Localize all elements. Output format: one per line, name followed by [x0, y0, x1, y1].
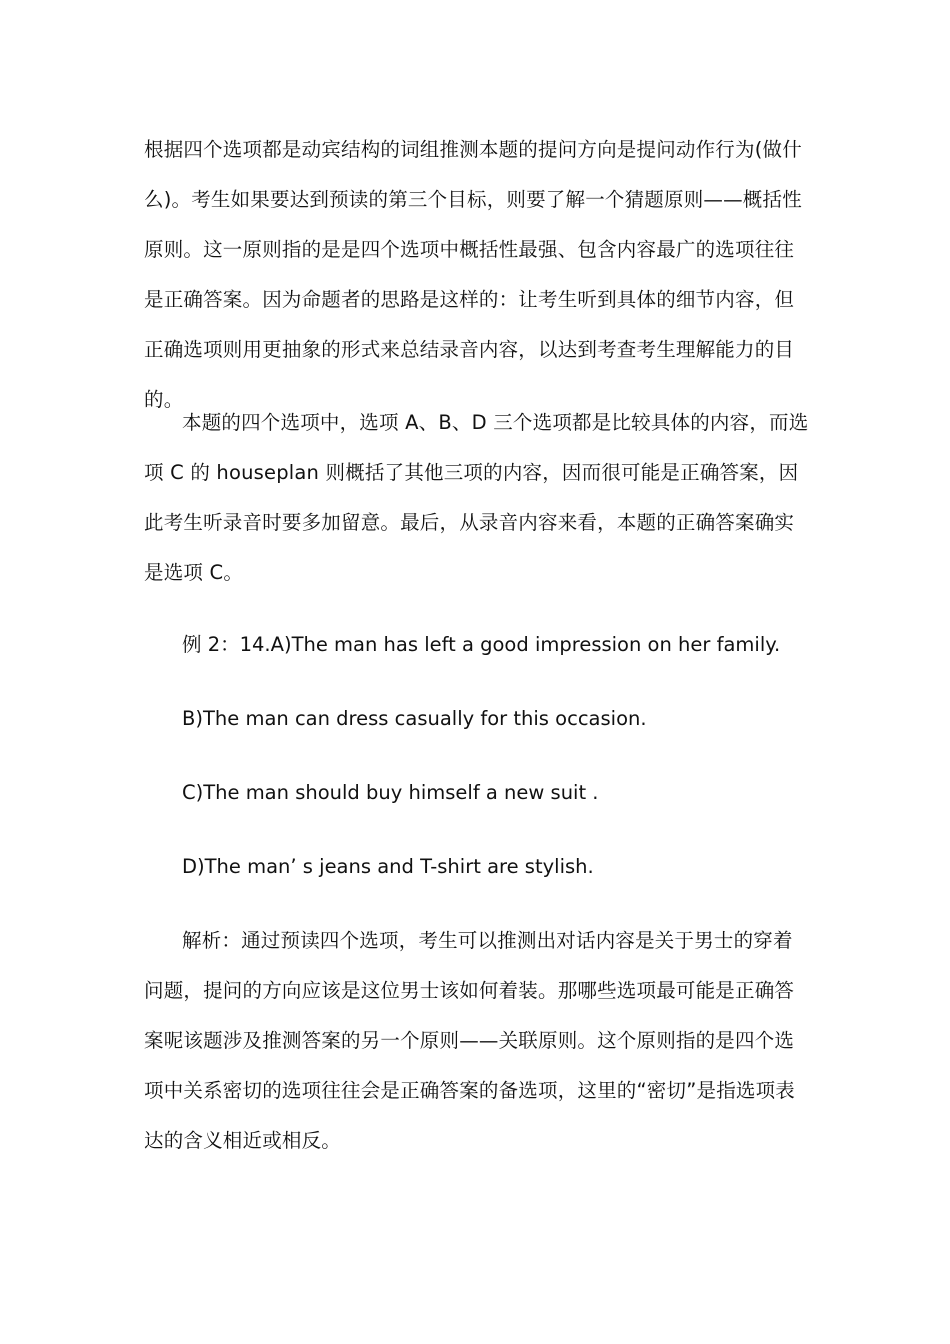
example-2-option-b: B)The man can dress casually for this occasion.: [182, 707, 647, 730]
example-2-option-c: C)The man should buy himself a new suit .: [182, 781, 599, 804]
paragraph-example-1-analysis: 本题的四个选项中，选项 A、B、D 三个选项都是比较具体的内容，而选项 C 的 houseplan 则概括了其他三项的内容，因而很可能是正确答案，因此考生听录音时要多加留意。最后，从录音内容来看，本题的正确答案确实是选项 C。: [144, 411, 809, 584]
example-2-option-d: D)The man’ s jeans and T-shirt are stylish.: [182, 855, 594, 878]
paragraph-example-2-analysis: 解析：通过预读四个选项，考生可以推测出对话内容是关于男士的穿着问题，提问的方向应该是这位男士该如何着装。那哪些选项最可能是正确答案呢该题涉及推测答案的另一个原则——关联原则。这个原则指的是四个选项中关系密切的选项往往会是正确答案的备选项，这里的“密切”是指选项表达的含义相近或相反。: [144, 929, 796, 1152]
example-2-option-a: 例 2：14.A)The man has left a good impression on her family.: [182, 633, 781, 656]
paragraph-summarizing-principle: 根据四个选项都是动宾结构的词组推测本题的提问方向是提问动作行为(做什么)。考生如果要达到预读的第三个目标，则要了解一个猜题原则——概括性原则。这一原则指的是是四个选项中概括性最强、包含内容最广的选项往往是正确答案。因为命题者的思路是这样的：让考生听到具体的细节内容，但正确选项则用更抽象的形式来总结录音内容，以达到考查考生理解能力的目的。: [144, 138, 802, 411]
